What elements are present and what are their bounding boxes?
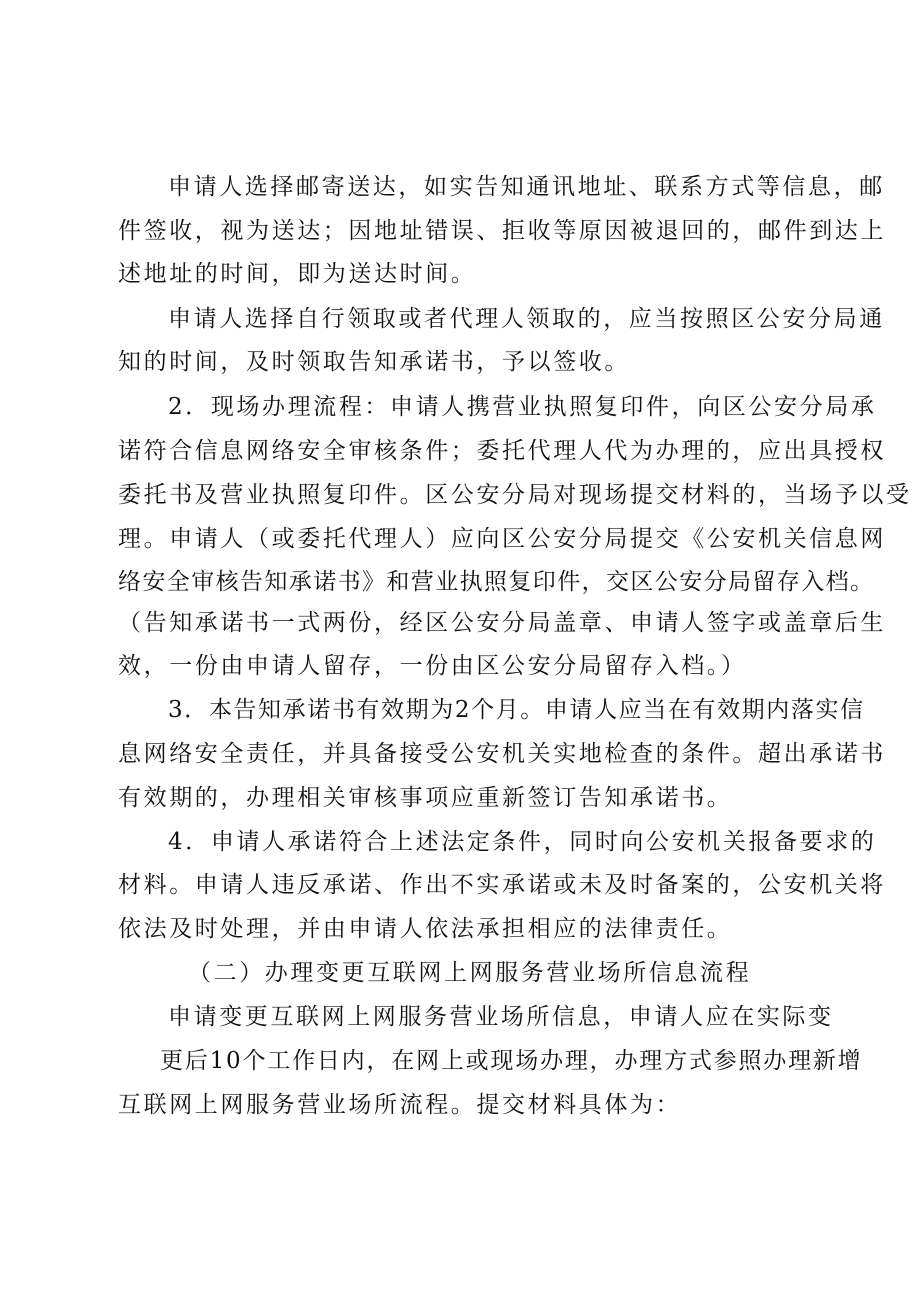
paragraph-line: 效，一份由申请人留存，一份由区公安分局留存入档。） xyxy=(118,653,747,679)
paragraph-line: 有效期的，办理相关审核事项应重新签订告知承诺书。 xyxy=(118,785,733,811)
paragraph-line: 委托书及营业执照复印件。区公安分局对现场提交材料的，当场予以受 xyxy=(118,482,912,508)
paragraph-line: 依法及时处理，并由申请人依法承担相应的法律责任。 xyxy=(118,916,733,942)
paragraph-line: 知的时间，及时领取告知承诺书，予以签收。 xyxy=(118,349,630,375)
paragraph-line: 4．申请人承诺符合上述法定条件，同时向公安机关报备要求的 xyxy=(168,829,877,855)
paragraph-line: 诺符合信息网络安全审核条件；委托代理人代为办理的，应出具授权 xyxy=(118,438,886,464)
paragraph-line: 3．本告知承诺书有效期为2个月。申请人应当在有效期内落实信 xyxy=(168,697,865,723)
paragraph-line: 述地址的时间，即为送达时间。 xyxy=(118,261,477,287)
paragraph-line: 更后10个工作日内，在网上或现场办理，办理方式参照办理新增 xyxy=(160,1048,863,1074)
paragraph-line: 络安全审核告知承诺书》和营业执照复印件，交区公安分局留存入档。 xyxy=(118,569,875,595)
paragraph-line: 息网络安全责任，并具备接受公安机关实地检查的条件。超出承诺书 xyxy=(118,741,886,767)
paragraph-line: 件签收，视为送达；因地址错误、拒收等原因被退回的，邮件到达上 xyxy=(118,218,886,244)
section-heading: （二）办理变更互联网上网服务营业场所信息流程 xyxy=(188,960,752,986)
paragraph-line: 申请人选择邮寄送达，如实告知通讯地址、联系方式等信息，邮 xyxy=(168,174,885,200)
paragraph-line: 2．现场办理流程：申请人携营业执照复印件，向区公安分局承 xyxy=(168,394,877,420)
paragraph-line: 申请变更互联网上网服务营业场所信息，申请人应在实际变 xyxy=(168,1004,834,1030)
paragraph-line: 理。申请人（或委托代理人）应向区公安分局提交《公安机关信息网 xyxy=(118,526,886,552)
paragraph-line: 互联网上网服务营业场所流程。提交材料具体为： xyxy=(118,1092,682,1118)
paragraph-line: （告知承诺书一式两份，经区公安分局盖章、申请人签字或盖章后生 xyxy=(118,610,886,636)
paragraph-line: 申请人选择自行领取或者代理人领取的，应当按照区公安分局通 xyxy=(168,306,885,332)
paragraph-line: 材料。申请人违反承诺、作出不实承诺或未及时备案的，公安机关将 xyxy=(118,872,886,898)
